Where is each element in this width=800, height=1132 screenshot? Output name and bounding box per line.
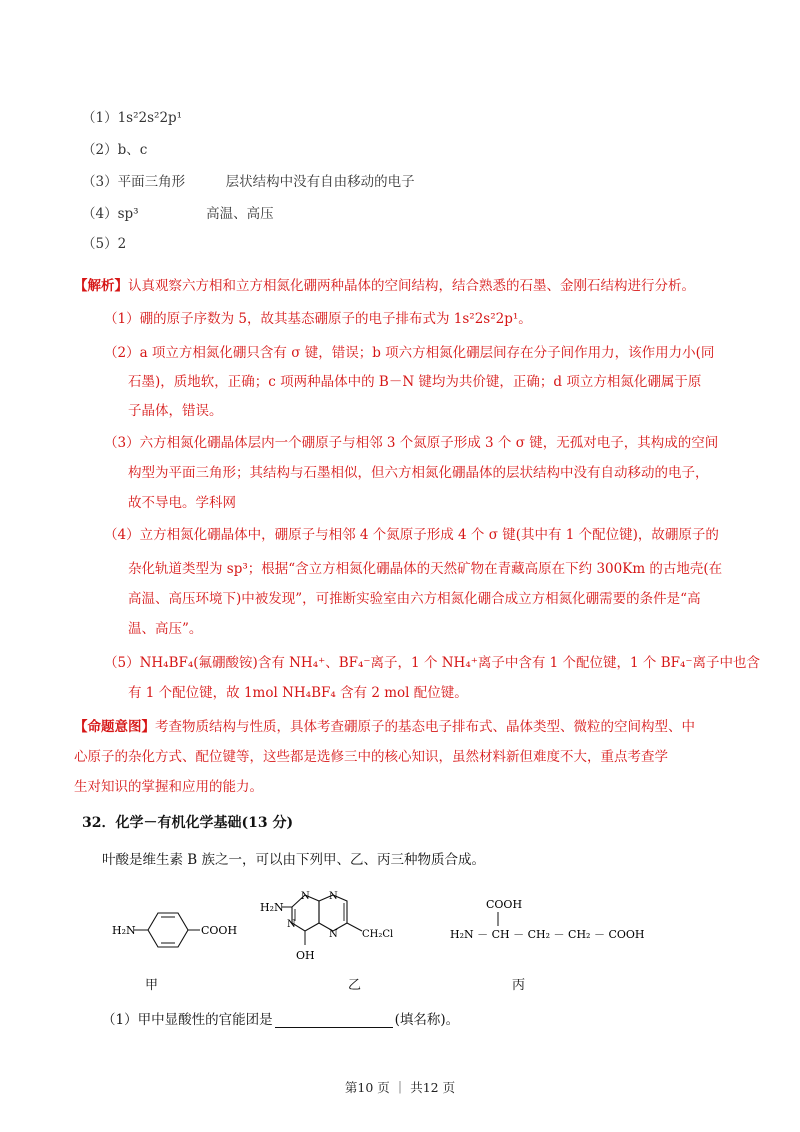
answer-line-3: （3）平面三角形 层状结构中没有自由移动的电子 <box>82 174 415 190</box>
analysis-intro: 认真观察六方相和立方相氮化硼两种晶体的空间结构，结合熟悉的石墨、金刚石结构进行分析。 <box>128 278 695 294</box>
intent-line-1 <box>74 716 695 738</box>
label-yi: 乙 <box>348 978 362 993</box>
question-1 <box>102 1008 459 1028</box>
jia-amino-group: H₂N <box>112 924 136 937</box>
analysis-line: 高温、高压环境下)中被发现”，可推断实验室由六方相氮化硼合成立方相氮化硼需要的条件是“高 <box>128 591 701 607</box>
question-intro: 叶酸是维生素 B 族之一，可以由下列甲、乙、丙三种物质合成。 <box>102 852 486 868</box>
analysis-intro-line <box>74 275 695 297</box>
analysis-line: 温、高压”。 <box>128 621 203 637</box>
q1-prefix: （1）甲中显酸性的官能团是 <box>102 1012 273 1028</box>
answer-line-5: （5）2 <box>82 236 127 252</box>
intent-line-3: 生对知识的掌握和应用的能力。 <box>74 779 263 795</box>
svg-text:N: N <box>329 891 338 902</box>
q1-suffix: (填名称)。 <box>394 1012 460 1028</box>
analysis-line: 子晶体，错误。 <box>128 403 223 419</box>
answer-blank[interactable] <box>275 1013 393 1028</box>
analysis-line: （5）NH₄BF₄(氟硼酸铵)含有 NH₄⁺、BF₄⁻离子，1 个 NH₄⁺离子中含有 1 个配位键，1 个 BF₄⁻离子中也含 <box>104 655 761 671</box>
intent-text: 考查物质结构与性质，具体考查硼原子的基态电子排布式、晶体类型、微粒的空间构型、中 <box>155 719 695 735</box>
intent-tag: 【命题意图】 <box>74 719 155 735</box>
page-footer: 第10 页 ｜ 共12 页 <box>344 1080 456 1095</box>
benzene-ring <box>148 913 188 947</box>
analysis-tag: 【解析】 <box>74 278 128 294</box>
structure-yi <box>258 885 438 975</box>
analysis-line: （3）六方相氮化硼晶体层内一个硼原子与相邻 3 个氮原子形成 3 个 σ 键，无孤对电子，其构成的空间 <box>104 435 719 451</box>
yi-hydroxyl-group: OH <box>296 949 315 962</box>
label-bing: 丙 <box>512 978 526 993</box>
analysis-line: （2）a 项立方相氮化硼只含有 σ 键，错误；b 项六方相氮化硼层间存在分子间作用力，该作用力小(同 <box>104 345 715 361</box>
svg-text:N: N <box>287 919 296 930</box>
intent-line-2: 心原子的杂化方式、配位键等，这些都是选修三中的核心知识，虽然材料新但难度不大，重点考查学 <box>74 749 668 765</box>
svg-text:N: N <box>329 929 338 940</box>
analysis-line: 石墨)，质地软，正确；c 项两种晶体中的 B－N 键均为共价键，正确；d 项立方相氮化硼属于原 <box>128 374 702 390</box>
analysis-line: 有 1 个配位键，故 1mol NH₄BF₄ 含有 2 mol 配位键。 <box>128 685 468 701</box>
analysis-line: （4）立方相氮化硼晶体中，硼原子与相邻 4 个氮原子形成 4 个 σ 键(其中有 1 个配位键)，故硼原子的 <box>104 527 719 543</box>
question-heading: 32．化学－有机化学基础(13 分) <box>82 815 294 831</box>
answer-line-2: （2）b、c <box>82 142 148 158</box>
structure-bing <box>448 890 645 960</box>
analysis-line: 故不导电。学科网 <box>128 495 236 511</box>
answer-line-1: （1）1s²2s²2p¹ <box>82 110 183 126</box>
structure-jia <box>100 890 250 970</box>
label-jia: 甲 <box>145 978 159 993</box>
yi-amino-group: H₂N <box>260 901 284 914</box>
bing-top-carboxyl: COOH <box>486 898 523 911</box>
bing-main-chain: H₂N － CH － CH₂ － CH₂ － COOH <box>450 928 645 941</box>
yi-chloromethyl-group: CH₂Cl <box>362 929 394 940</box>
answer-line-4: （4）sp³ 高温、高压 <box>82 206 274 222</box>
svg-text:N: N <box>301 891 310 902</box>
analysis-line: 杂化轨道类型为 sp³；根据“含立方相氮化硼晶体的天然矿物在青藏高原在下约 300Km 的古地壳(在 <box>128 561 723 577</box>
analysis-line: 构型为平面三角形；其结构与石墨相似，但六方相氮化硼晶体的层状结构中没有自动移动的电子， <box>128 465 709 481</box>
jia-carboxyl-group: COOH <box>201 924 238 937</box>
analysis-line: （1）硼的原子序数为 5，故其基态硼原子的电子排布式为 1s²2s²2p¹。 <box>104 311 532 327</box>
